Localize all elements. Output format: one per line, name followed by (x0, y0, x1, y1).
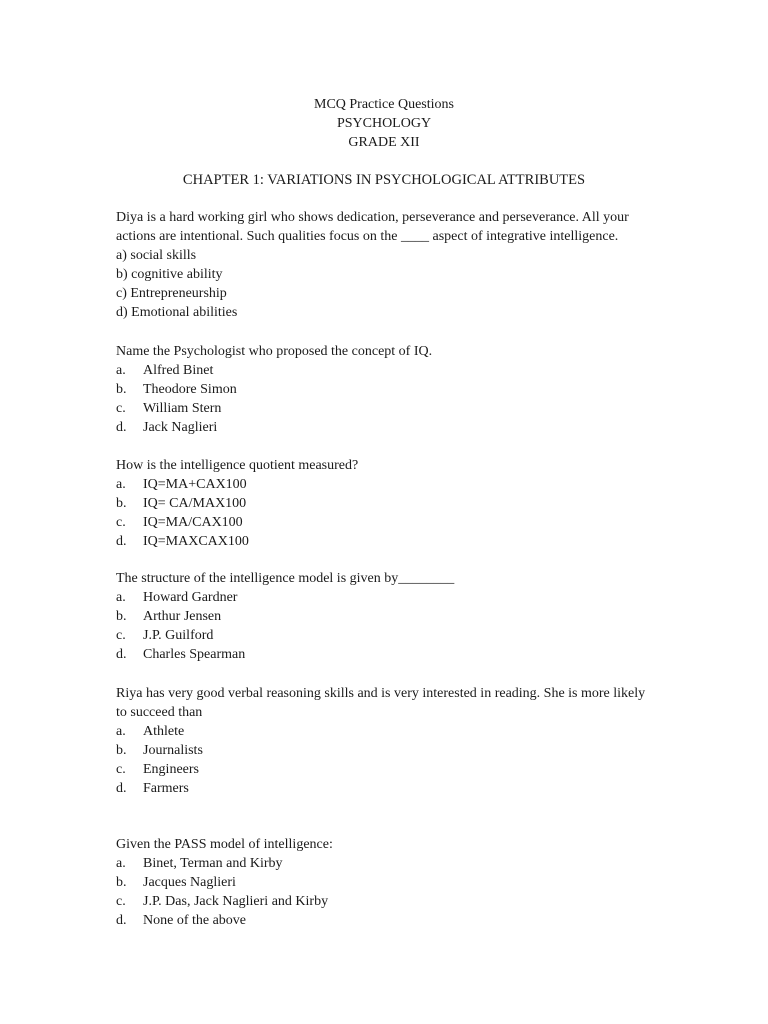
option-c (116, 626, 646, 645)
option-text: Engineers (143, 762, 199, 777)
option-d: d) Emotional abilities (116, 305, 238, 320)
option-a (116, 361, 646, 380)
option-c (116, 760, 646, 779)
document-header (0, 95, 768, 152)
option-a (116, 588, 646, 607)
option-text: Athlete (143, 724, 185, 739)
header-subject: PSYCHOLOGY (336, 116, 432, 131)
option-label: d. (116, 781, 127, 796)
option-text: Charles Spearman (143, 647, 246, 662)
option-label: c. (116, 515, 126, 530)
option-label: d. (116, 420, 127, 435)
option-label: a. (116, 477, 126, 492)
option-b (116, 873, 646, 892)
option-text: IQ=MAXCAX100 (143, 534, 249, 549)
option-label: a. (116, 724, 126, 739)
option-text: None of the above (143, 913, 247, 928)
option-d (116, 418, 646, 437)
option-d (116, 645, 646, 664)
question-text: Diya is a hard working girl who shows dedication, perseverance and perseverance. All your actions are intentional. Such qualities focus on the ____ aspect of integrative intelligence. (116, 210, 629, 244)
option-b (116, 741, 646, 760)
question-5 (116, 684, 646, 798)
option-text: IQ=MA+CAX100 (143, 477, 247, 492)
option-label: b. (116, 496, 127, 511)
option-label: b. (116, 875, 127, 890)
option-a (116, 854, 646, 873)
option-d (116, 779, 646, 798)
option-label: d. (116, 534, 127, 549)
question-2 (116, 342, 646, 437)
question-4 (116, 569, 646, 664)
option-a (116, 722, 646, 741)
option-a (116, 475, 646, 494)
option-c (116, 399, 646, 418)
option-text: IQ= CA/MAX100 (143, 496, 247, 511)
option-text: IQ=MA/CAX100 (143, 515, 243, 530)
option-text: J.P. Guilford (143, 628, 214, 643)
option-label: c. (116, 628, 126, 643)
question-text: Riya has very good verbal reasoning skills and is very interested in reading. She is more likely to succeed than (116, 686, 646, 720)
question-3 (116, 456, 646, 551)
option-label: b. (116, 743, 127, 758)
option-label: b. (116, 609, 127, 624)
question-text: The structure of the intelligence model is given by________ (116, 571, 455, 586)
option-text: Jacques Naglieri (143, 875, 236, 890)
option-c (116, 513, 646, 532)
question-1 (116, 208, 646, 322)
header-grade: GRADE XII (348, 135, 420, 150)
option-label: c. (116, 894, 126, 909)
header-title: MCQ Practice Questions (314, 97, 454, 112)
question-text: Given the PASS model of intelligence: (116, 837, 333, 852)
option-label: c. (116, 762, 126, 777)
option-b (116, 607, 646, 626)
question-6 (116, 835, 646, 930)
option-d (116, 911, 646, 930)
option-c: c) Entrepreneurship (116, 286, 227, 301)
option-text: J.P. Das, Jack Naglieri and Kirby (143, 894, 329, 909)
option-label: a. (116, 363, 126, 378)
option-text: Alfred Binet (143, 363, 214, 378)
option-text: Howard Gardner (143, 590, 238, 605)
option-label: b. (116, 382, 127, 397)
option-text: Journalists (143, 743, 203, 758)
option-d (116, 532, 646, 551)
option-text: Farmers (143, 781, 189, 796)
option-label: d. (116, 647, 127, 662)
question-text: Name the Psychologist who proposed the concept of IQ. (116, 344, 433, 359)
option-label: a. (116, 856, 126, 871)
option-b: b) cognitive ability (116, 267, 223, 282)
option-b (116, 380, 646, 399)
option-label: d. (116, 913, 127, 928)
option-text: Theodore Simon (143, 382, 237, 397)
option-a: a) social skills (116, 248, 197, 263)
option-text: Binet, Terman and Kirby (143, 856, 283, 871)
option-text: William Stern (143, 401, 222, 416)
option-b (116, 494, 646, 513)
option-label: a. (116, 590, 126, 605)
option-label: c. (116, 401, 126, 416)
question-text: How is the intelligence quotient measured? (116, 458, 359, 473)
chapter-title: CHAPTER 1: VARIATIONS IN PSYCHOLOGICAL ATTRIBUTES (182, 172, 586, 188)
option-text: Arthur Jensen (143, 609, 222, 624)
option-c (116, 892, 646, 911)
option-text: Jack Naglieri (143, 420, 218, 435)
